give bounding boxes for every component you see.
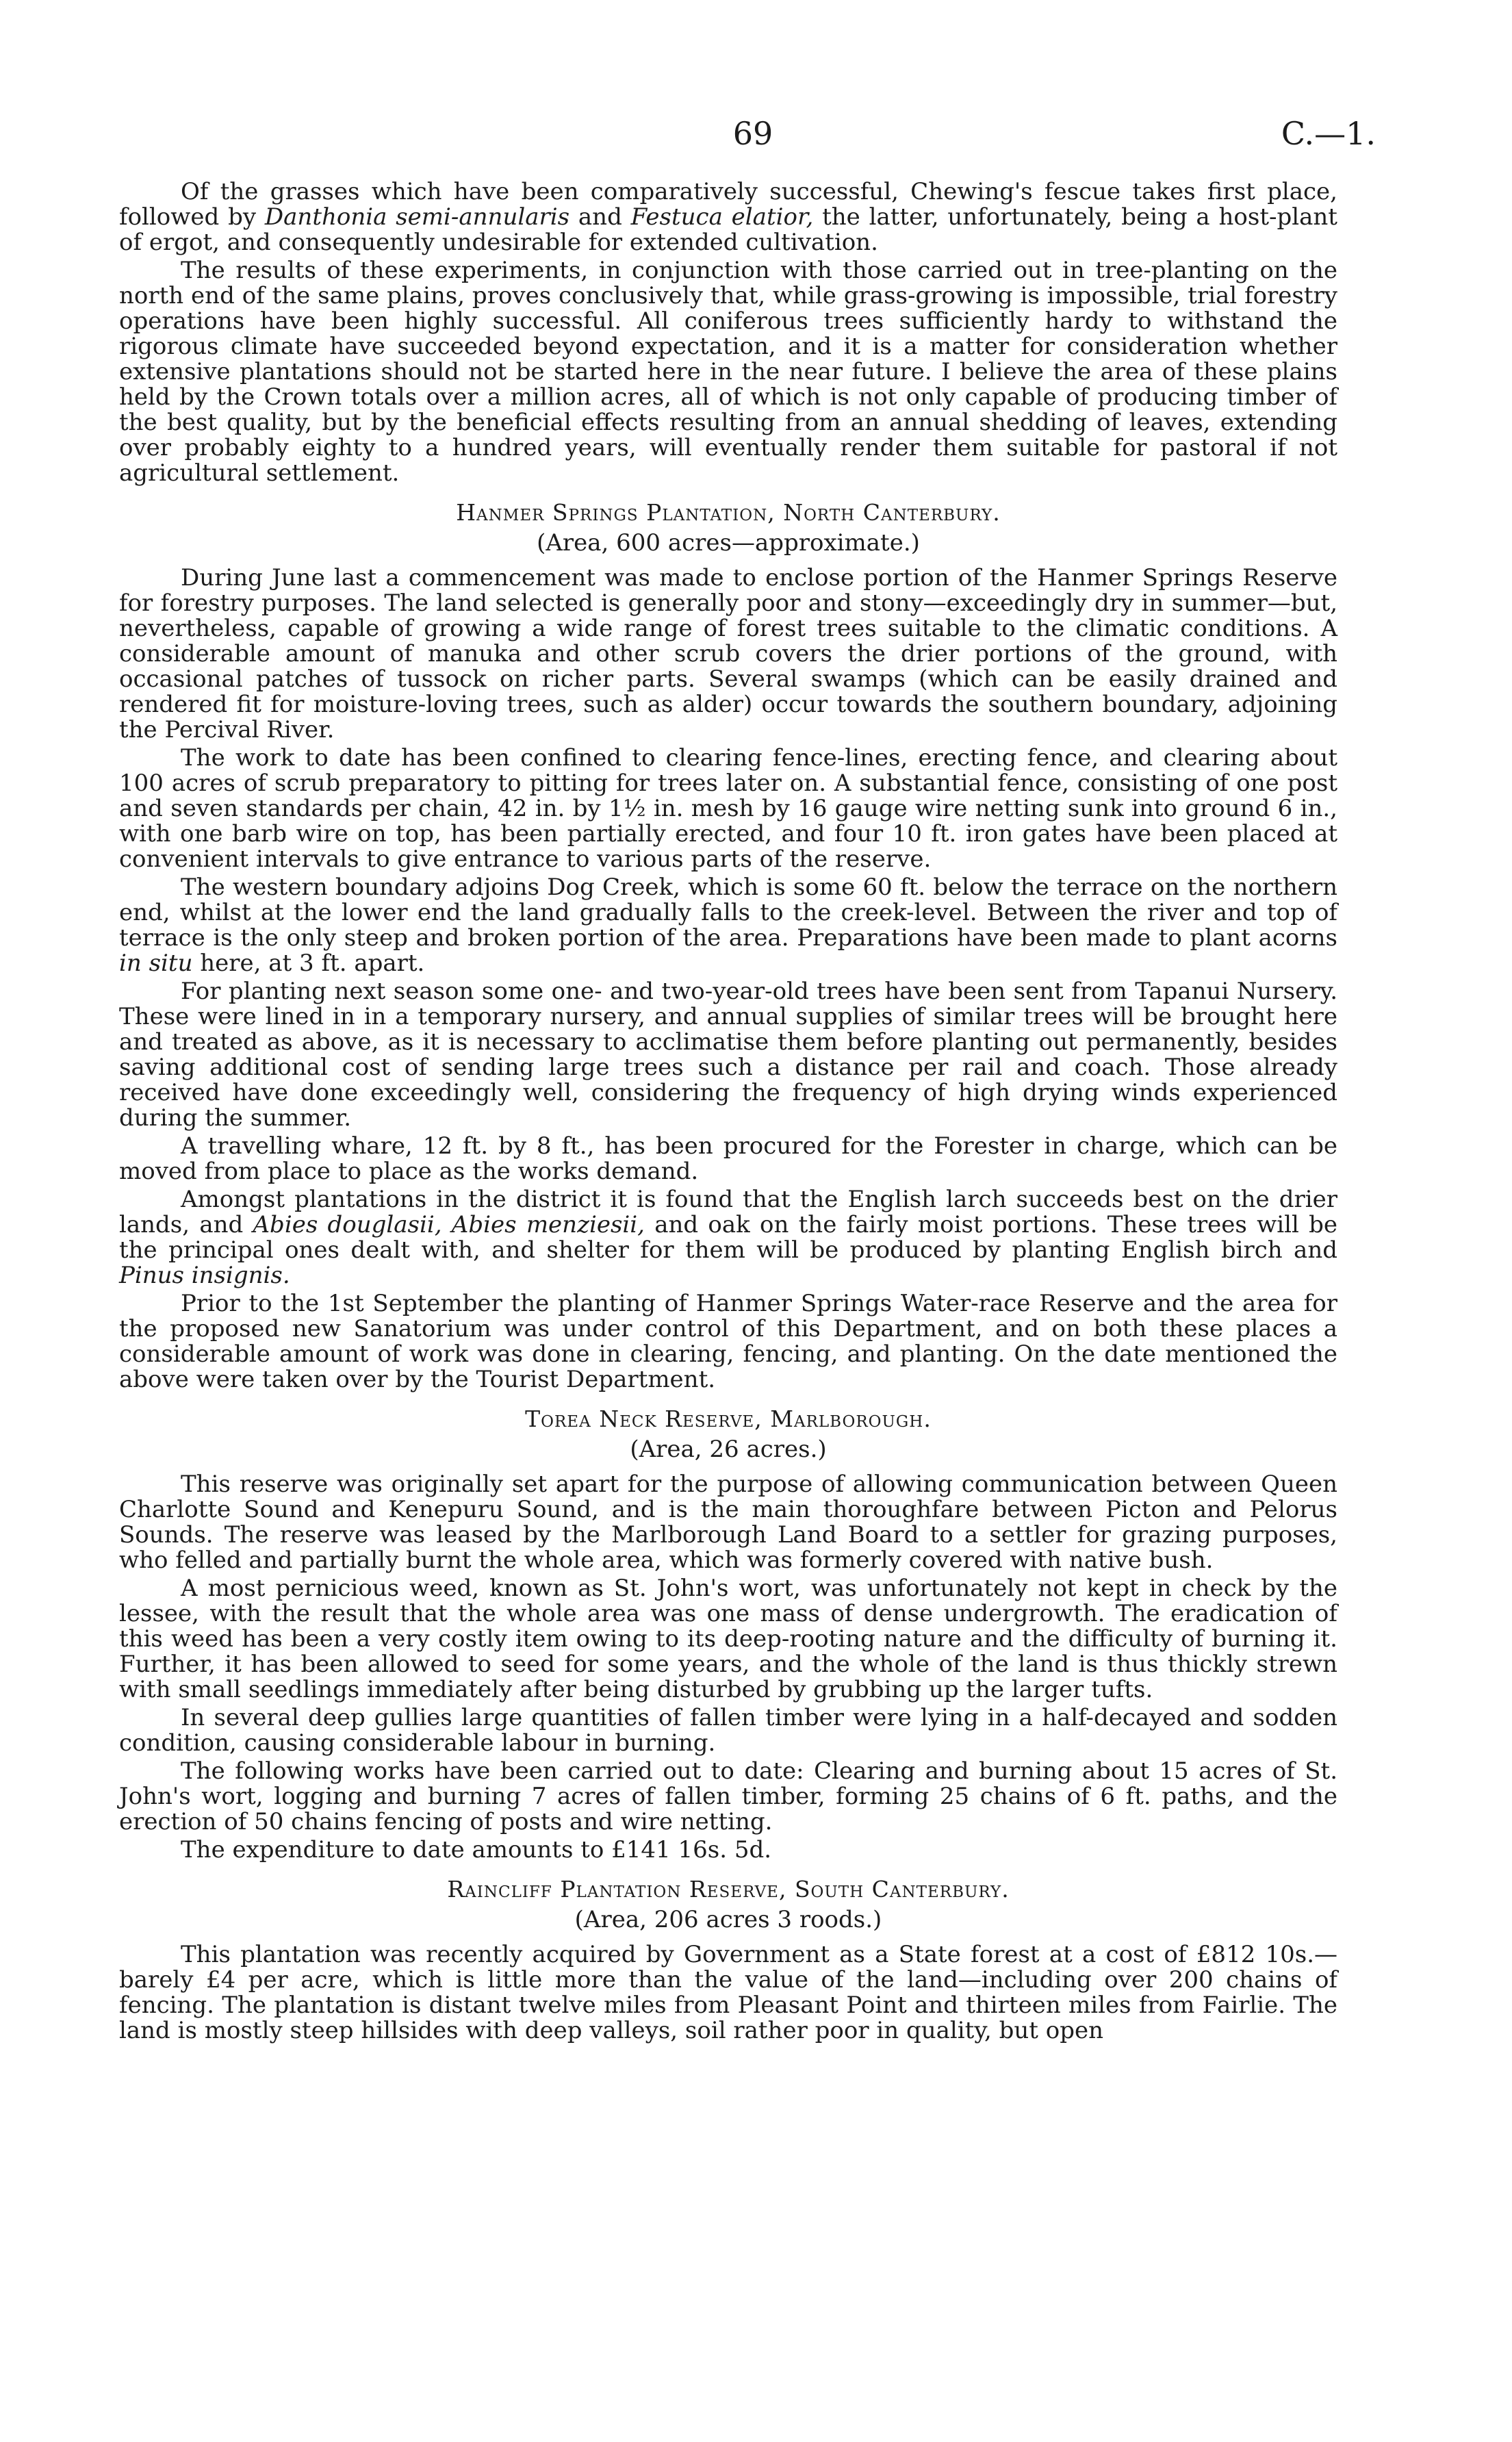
section-heading-hanmer: Hanmer Springs Plantation, North Canterbury. [456, 499, 1001, 526]
torea-paragraph-5: The expenditure to date amounts to £141 16s. 5d. [181, 1836, 772, 1864]
torea-paragraph-4: The following works have been carried out to date: Clearing and burning about 15 acres of St. John's wort, logging and burning 7 acres of fallen timber, forming 25 chains of 6 ft. paths, and the erection of 50 chains fencing of posts and wire netting. [119, 1757, 1337, 1835]
report-code: C.—1. [1281, 115, 1376, 152]
text-run: the latter, unfortunately, being a host-plant of ergot, and consequently undesirable for extended cultivation. [119, 203, 1337, 256]
italic-species-name: Danthonia semi-annularis [264, 203, 570, 231]
body-text [119, 179, 1337, 2046]
hanmer-paragraph-6 [119, 1187, 1337, 1288]
section-area-raincliff: (Area, 206 acres 3 roods.) [574, 1906, 882, 1933]
text-run: here, at 3 ft. apart. [192, 950, 425, 977]
intro-paragraph-2: The results of these experiments, in conjunction with those carried out in tree-planting on the north end of the same plains, proves conclusively that, while grass-growing is impossible, trial forestry operations have been highly successful. All coniferous trees sufficiently hardy to withstand the rigorous climate have succeeded beyond expectation, and it is a matter for consideration whether extensive plantations should not be started here in the near future. I believe the area of these plains held by the Crown totals over a million acres, all of which is not only capable of producing timber of the best quality, but by the beneficial effects resulting from an annual shedding of leaves, extending over probably eighty to a hundred years, will eventually render them suitable for pastoral if not agricultural settlement. [119, 257, 1337, 487]
italic-species-name: Pinus insignis. [119, 1262, 290, 1289]
section-area-hanmer: (Area, 600 acres—approximate.) [537, 529, 920, 557]
text-run: Of the grasses which have been comparatively successful, Chewing's fescue takes first place, followed by [119, 178, 1337, 231]
text-run: and oak on the fairly moist portions. These trees will be the principal ones dealt with, and shelter for them will be produced by planting English birch and [119, 1211, 1337, 1264]
italic-species-name: Festuca elatior, [630, 203, 814, 231]
text-run: and [569, 203, 631, 231]
section-heading-raincliff: Raincliff Plantation Reserve, South Canterbury. [447, 1876, 1010, 1903]
text-run: Amongst plantations in the district it is found that the English larch succeeds best on the drier lands, and [119, 1186, 1337, 1238]
intro-paragraph-1 [119, 179, 1337, 255]
hanmer-paragraph-3 [119, 875, 1337, 976]
hanmer-paragraph-1: During June last a commencement was made to enclose portion of the Hanmer Springs Reserve for forestry purposes. The land selected is generally poor and stony—exceedingly dry in summer—but, nevertheless, capable of growing a wide range of forest trees suitable to the climatic conditions. A considerable amount of manuka and other scrub covers the drier portions of the ground, with occasional patches of tussock on richer parts. Several swamps (which can be easily drained and rendered fit for moisture-loving trees, such as alder) occur towards the southern boundary, adjoining the Percival River. [119, 564, 1337, 743]
text-run: The western boundary adjoins Dog Creek, which is some 60 ft. below the terrace on the northern end, whilst at the lower end the land gradually falls to the creek-level. Between the river and top of terrace is the only steep and broken portion of the area. Preparations have been made to plant acorns [119, 874, 1337, 952]
hanmer-paragraph-2: The work to date has been confined to clearing fence-lines, erecting fence, and clearing about 100 acres of scrub preparatory to pitting for trees later on. A substantial fence, consisting of one post and seven standards per chain, 42 in. by 1½ in. mesh by 16 gauge wire netting sunk into ground 6 in., with one barb wire on top, has been partially erected, and four 10 ft. iron gates have been placed at convenient intervals to give entrance to various parts of the reserve. [119, 744, 1337, 873]
italic-species-name: Abies douglasii, Abies menziesii, [253, 1211, 645, 1238]
raincliff-paragraph-1: This plantation was recently acquired by Government as a State forest at a cost of £812 10s.—barely £4 per acre, which is little more than the value of the land—including over 200 chains of fencing. The plantation is distant twelve miles from Pleasant Point and thirteen miles from Fairlie. The land is mostly steep hillsides with deep valleys, soil rather poor in quality, but open [119, 1941, 1337, 2044]
section-area-torea: (Area, 26 acres.) [630, 1436, 827, 1463]
page-number: 69 [732, 115, 773, 152]
italic-term: in situ [119, 950, 193, 977]
hanmer-paragraph-7: Prior to the 1st September the planting of Hanmer Springs Water-race Reserve and the area for the proposed new Sanatorium was under control of this Department, and on both these places a considerable amount of work was done in clearing, fencing, and planting. On the date mentioned the above were taken over by the Tourist Department. [119, 1290, 1337, 1393]
hanmer-paragraph-4: For planting next season some one- and two-year-old trees have been sent from Tapanui Nursery. These were lined in in a temporary nursery, and annual supplies of similar trees will be brought here and treated as above, as it is necessary to acclimatise them before planting out permanently, besides saving additional cost of sending large trees such a distance per rail and coach. Those already received have done exceedingly well, considering the frequency of high drying winds experienced during the summer. [119, 978, 1337, 1132]
torea-paragraph-2: A most pernicious weed, known as St. John's wort, was unfortunately not kept in check by the lessee, with the result that the whole area was one mass of dense undergrowth. The eradication of this weed has been a very costly item owing to its deep-rooting nature and the difficulty of burning it. Further, it has been allowed to seed for some years, and the whole of the land is thus thickly strewn with small seedlings immediately after being disturbed by grubbing up the larger tufts. [119, 1575, 1337, 1703]
torea-paragraph-1: This reserve was originally set apart for the purpose of allowing communication between Queen Charlotte Sound and Kenepuru Sound, and is the main thoroughfare between Picton and Pelorus Sounds. The reserve was leased by the Marlborough Land Board to a settler for grazing purposes, who felled and partially burnt the whole area, which was formerly covered with native bush. [119, 1471, 1337, 1574]
section-heading-torea: Torea Neck Reserve, Marlborough. [525, 1406, 932, 1432]
torea-paragraph-3: In several deep gullies large quantities of fallen timber were lying in a half-decayed and sodden condition, causing considerable labour in burning. [119, 1704, 1337, 1757]
hanmer-paragraph-5: A travelling whare, 12 ft. by 8 ft., has been procured for the Forester in charge, which can be moved from place to place as the works demand. [119, 1132, 1337, 1185]
